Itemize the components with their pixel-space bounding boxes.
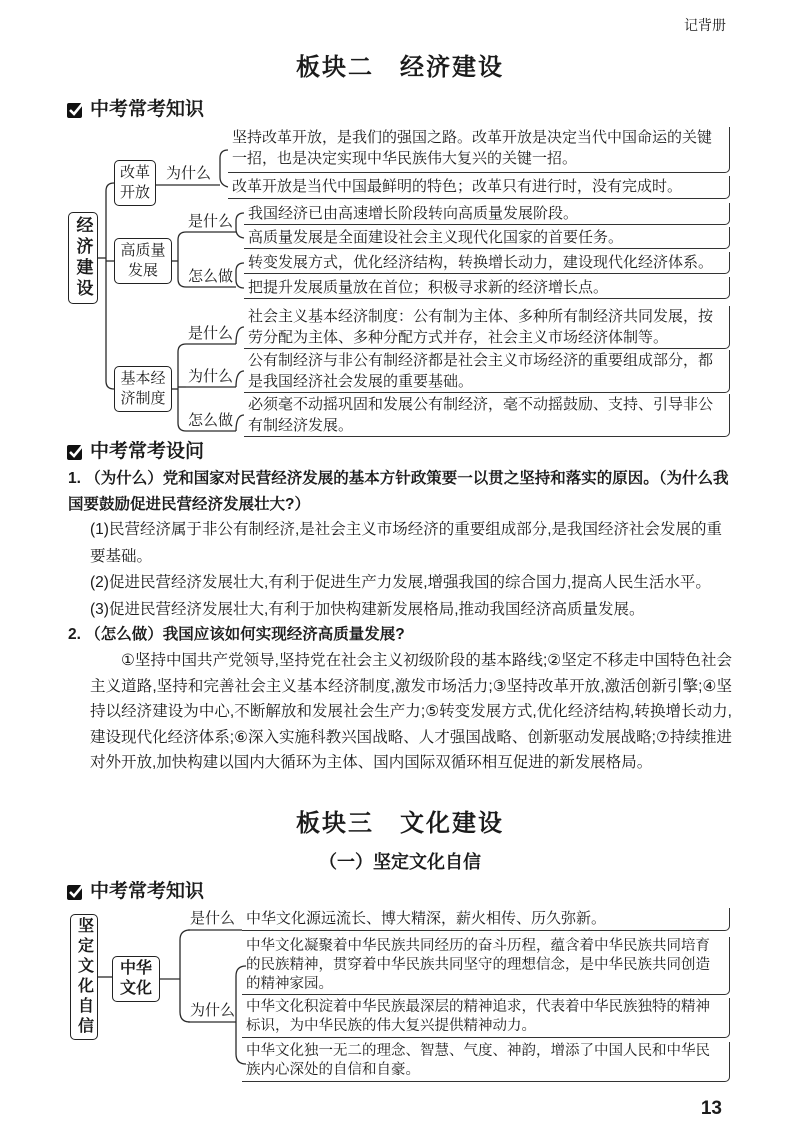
culture-knowledge-heading bbox=[66, 880, 204, 904]
question-1 bbox=[68, 466, 732, 518]
mindmap-root: 坚定文化自信 bbox=[70, 914, 98, 1040]
mindmap-item: 把提升发展质量放在首位；积极寻求新的经济增长点。 bbox=[244, 277, 730, 299]
mindmap-item: 中华文化积淀着中华民族最深层的精神追求，代表着中华民族独特的精神标识，为中华民族的伟大复兴提供精神动力。 bbox=[242, 998, 730, 1038]
question-2-answer: ①坚持中国共产党领导,坚持党在社会主义初级阶段的基本路线;②坚定不移走中国特色社会主义道路,坚持和完善社会主义基本经济制度,激发市场活力;③坚持改革开放,激活创新引擎;④坚持以经济建设为中心,不断解放和发展社会生产力;⑤转变发展方式,优化经济结构,转换增长动力,建设现代化经济体系;⑥深入实施科教兴国战略、人才强国战略、创新驱动发展战略;⑦持续推进对外开放,加快构建以国内大循环为主体、国内国际双循环相互促进的新发展格局。 bbox=[90, 652, 732, 771]
group-label-why: 为什么 bbox=[190, 1002, 236, 1019]
economy-knowledge-heading bbox=[66, 98, 204, 122]
group-label-what: 是什么 bbox=[188, 325, 234, 342]
culture-title: 板块三 文化建设 bbox=[296, 810, 504, 837]
question-2 bbox=[68, 622, 732, 648]
group-label-how: 怎么做 bbox=[188, 268, 234, 285]
book-label: 记背册 bbox=[684, 17, 726, 33]
heading-text: 中考常考知识 bbox=[90, 99, 205, 120]
mindmap-item: 必须毫不动摇巩固和发展公有制经济，毫不动摇鼓励、支持、引导非公有制经济发展。 bbox=[244, 394, 730, 437]
group-label-why: 为什么 bbox=[166, 165, 212, 182]
mindmap-item: 高质量发展是全面建设社会主义现代化国家的首要任务。 bbox=[244, 227, 730, 249]
mindmap-item: 我国经济已由高速增长阶段转向高质量发展阶段。 bbox=[244, 203, 730, 225]
question-text: （怎么做）我国应该如何实现经济高质量发展? bbox=[85, 626, 405, 643]
mindmap-item: 中华文化凝聚着中华民族共同经历的奋斗历程，蕴含着中华民族共同培育的民族精神，贯穿着中华民族共同坚守的理想信念，是中华民族共同创造的精神家园。 bbox=[242, 937, 730, 995]
group-label-how: 怎么做 bbox=[188, 412, 234, 429]
branch-chinese-culture: 中华文化 bbox=[112, 956, 160, 1002]
mindmap-root: 经济建设 bbox=[68, 212, 98, 304]
group-label-what: 是什么 bbox=[188, 213, 234, 230]
mindmap-item: 转变发展方式，优化经济结构，转换增长动力，建设现代化经济体系。 bbox=[244, 252, 730, 274]
group-label-what: 是什么 bbox=[190, 910, 236, 927]
question-number: 2. bbox=[68, 626, 81, 643]
branch-high-quality: 高质量发展 bbox=[114, 238, 172, 284]
group-label-why: 为什么 bbox=[188, 368, 234, 385]
question-1-answers bbox=[90, 517, 732, 623]
heading-text: 中考常考设问 bbox=[90, 441, 205, 462]
branch-basic-system: 基本经济制度 bbox=[114, 366, 172, 412]
heading-text: 中考常考知识 bbox=[90, 881, 205, 902]
question-number: 1. bbox=[68, 470, 81, 487]
economy-questions-heading bbox=[66, 440, 204, 464]
mindmap-item: 社会主义基本经济制度：公有制为主体、多种所有制经济共同发展，按劳分配为主体、多种分配方式并存，社会主义市场经济体制等。 bbox=[244, 306, 730, 349]
mindmap-item: 中华文化独一无二的理念、智慧、气度、神韵，增添了中国人民和中华民族内心深处的自信和自豪。 bbox=[242, 1042, 730, 1082]
answer-point: (1)民营经济属于非公有制经济,是社会主义市场经济的重要组成部分,是我国经济社会发展的重要基础。 bbox=[90, 521, 723, 565]
page-number: 13 bbox=[700, 1098, 722, 1119]
answer-point: (2)促进民营经济发展壮大,有利于促进生产力发展,增强我国的综合国力,提高人民生活水平。 bbox=[90, 574, 711, 591]
checkbox-icon bbox=[66, 882, 86, 902]
mindmap-item: 坚持改革开放，是我们的强国之路。改革开放是决定当代中国命运的关键一招，也是决定实现中华民族伟大复兴的关键一招。 bbox=[228, 127, 730, 173]
checkbox-icon bbox=[66, 100, 86, 120]
mindmap-item: 公有制经济与非公有制经济都是社会主义市场经济的重要组成部分，都是我国经济社会发展的重要基础。 bbox=[244, 350, 730, 393]
answer-point: (3)促进民营经济发展壮大,有利于加快构建新发展格局,推动我国经济高质量发展。 bbox=[90, 600, 645, 618]
culture-subtitle: （一）坚定文化自信 bbox=[319, 852, 481, 872]
question-text: （为什么）党和国家对民营经济发展的基本方针政策要一以贯之坚持和落实的原因。（为什么我国要鼓励促进民营经济发展壮大?） bbox=[68, 470, 729, 513]
branch-reform: 改革开放 bbox=[114, 160, 156, 206]
mindmap-item: 改革开放是当代中国最鲜明的特色；改革只有进行时，没有完成时。 bbox=[228, 176, 730, 199]
checkbox-icon bbox=[66, 442, 86, 462]
economy-title: 板块二 经济建设 bbox=[296, 54, 504, 81]
mindmap-item: 中华文化源远流长、博大精深，薪火相传、历久弥新。 bbox=[242, 908, 730, 931]
